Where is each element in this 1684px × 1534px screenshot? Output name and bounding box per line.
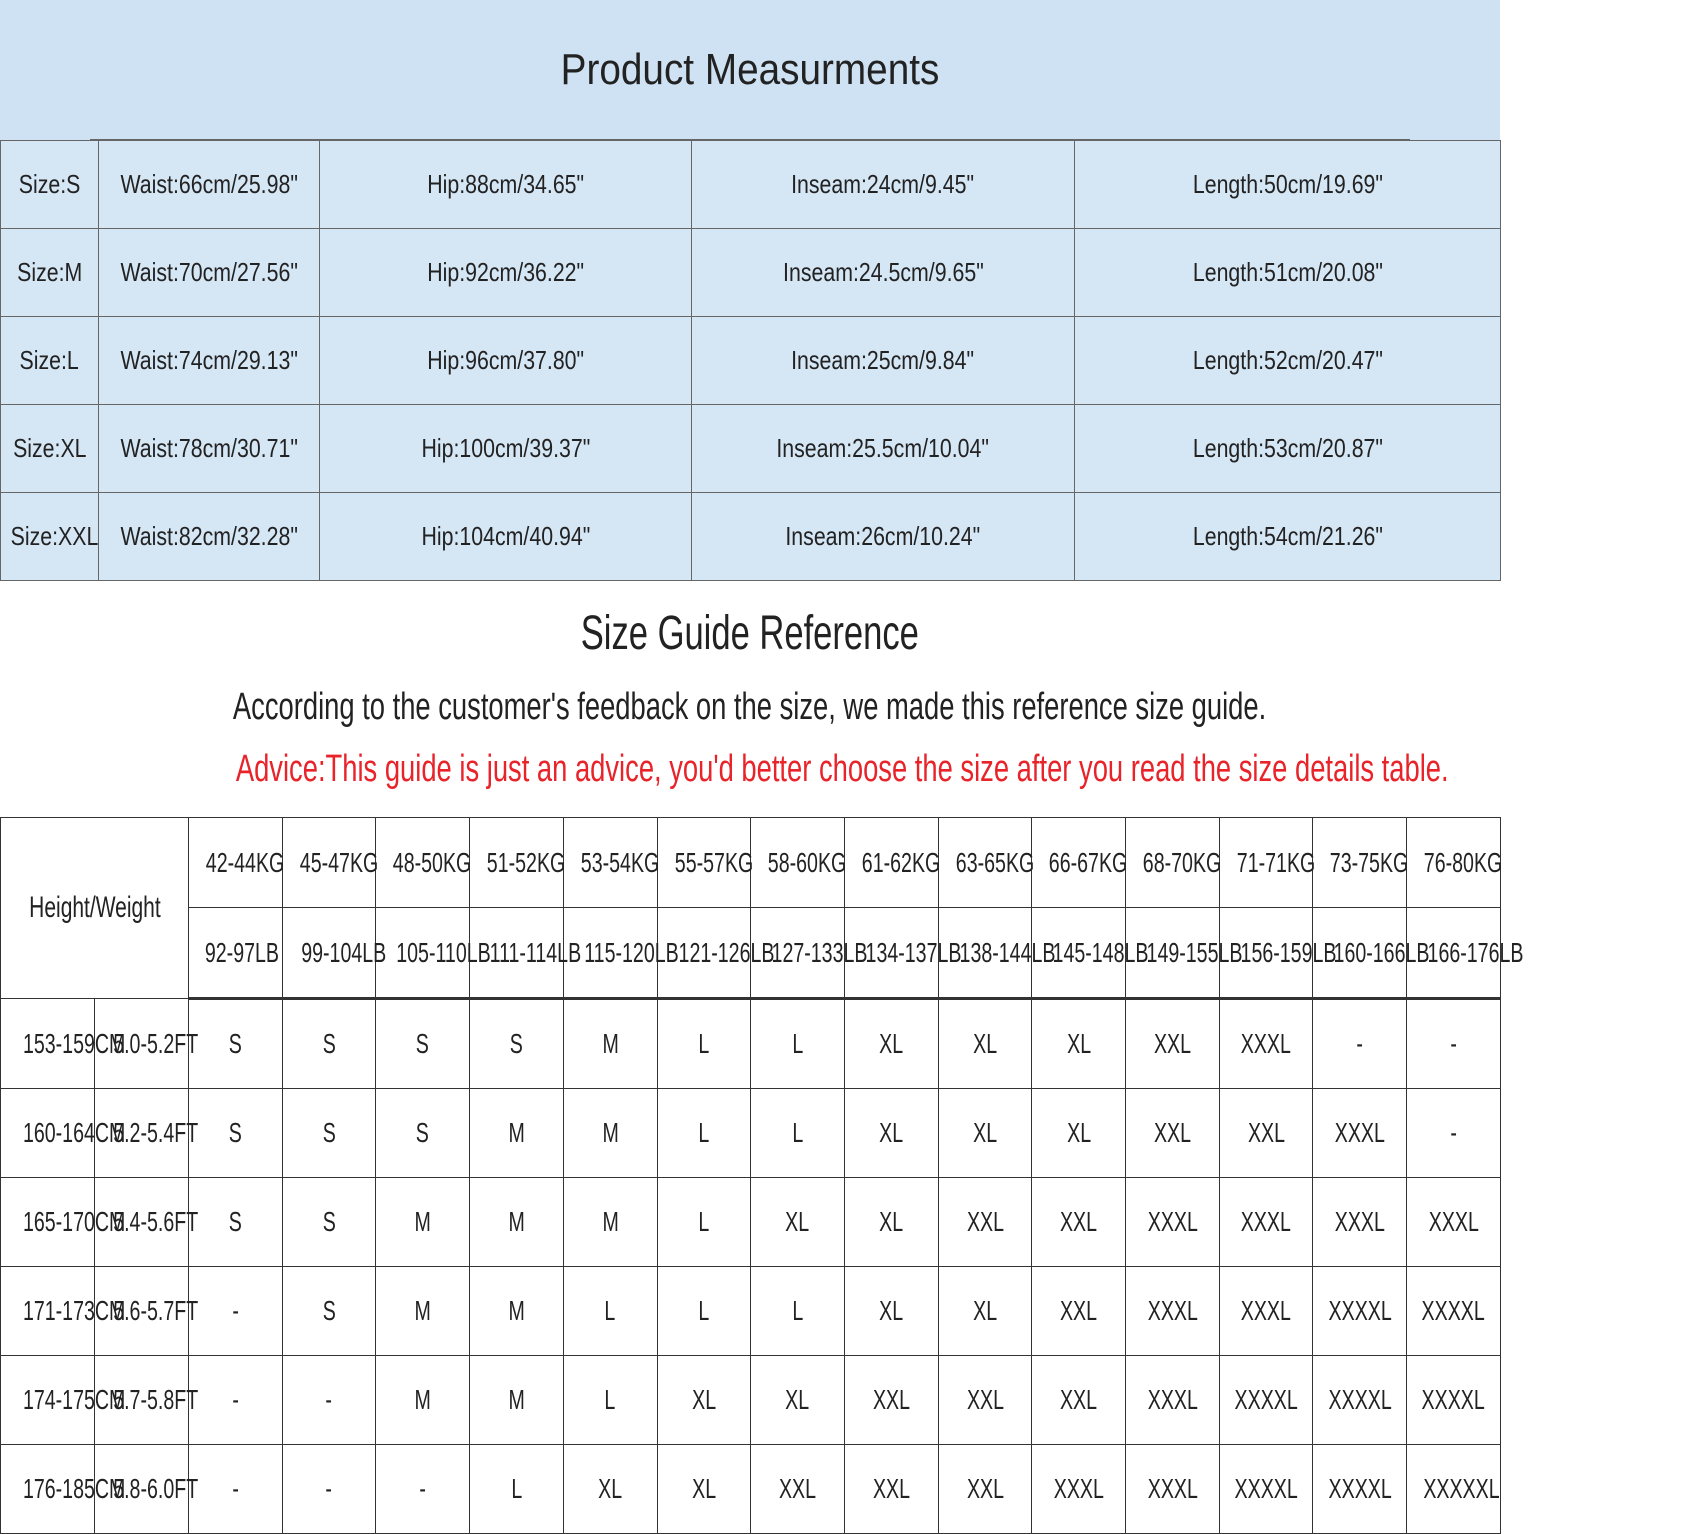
size-guide-row [1, 999, 1501, 1089]
weight-lb-header: 134-137LB [844, 908, 938, 999]
size-cell: XXXXL [1407, 1356, 1501, 1445]
size-cell: XL [751, 1356, 845, 1445]
size-cell: - [376, 1445, 470, 1534]
measurements-title: Product Measurments [90, 0, 1410, 140]
weight-lb-header: 99-104LB [282, 908, 376, 999]
size-cell: S [282, 1267, 376, 1356]
size-cell: M [563, 999, 657, 1089]
size-cell: XXXL [1126, 1267, 1220, 1356]
size-cell: XXXL [1219, 999, 1313, 1089]
size-cell: XL [844, 1089, 938, 1178]
weight-lb-header: 138-144LB [938, 908, 1032, 999]
size-cell: S [376, 1089, 470, 1178]
height-cm-cell: 165-170CM [1, 1178, 95, 1267]
size-cell: XXXL [1126, 1356, 1220, 1445]
measurement-size-cell: Size:XXL [1, 493, 99, 581]
measurement-waist-cell: Waist:66cm/25.98" [99, 141, 320, 229]
weight-kg-header: 45-47KG [282, 818, 376, 908]
weight-kg-header: 48-50KG [376, 818, 470, 908]
measurement-hip-cell: Hip:88cm/34.65" [320, 141, 692, 229]
weight-kg-header: 51-52KG [470, 818, 564, 908]
size-cell: L [657, 1267, 751, 1356]
weight-lb-header: 121-126LB [657, 908, 751, 999]
size-cell: XL [751, 1178, 845, 1267]
weight-kg-header: 61-62KG [844, 818, 938, 908]
size-cell: XL [844, 1267, 938, 1356]
height-ft-cell: 5.0-5.2FT [95, 999, 189, 1089]
size-cell: XXL [844, 1445, 938, 1534]
height-ft-cell: 5.6-5.7FT [95, 1267, 189, 1356]
size-cell: XXXXL [1313, 1356, 1407, 1445]
size-cell: - [1407, 999, 1501, 1089]
size-cell: L [751, 999, 845, 1089]
weight-lb-header-row [1, 908, 1501, 999]
weight-lb-header: 92-97LB [189, 908, 283, 999]
size-cell: XXL [751, 1445, 845, 1534]
size-cell: XL [844, 1178, 938, 1267]
measurement-size-cell: Size:XL [1, 405, 99, 493]
size-cell: XL [938, 1089, 1032, 1178]
height-cm-cell: 171-173CM [1, 1267, 95, 1356]
size-cell: - [282, 1445, 376, 1534]
size-cell: S [282, 1089, 376, 1178]
measurement-row [1, 493, 1501, 581]
size-cell: XXXL [1219, 1178, 1313, 1267]
size-cell: XXL [1032, 1178, 1126, 1267]
size-cell: L [657, 1178, 751, 1267]
measurement-inseam-cell: Inseam:24.5cm/9.65" [692, 229, 1075, 317]
size-cell: S [376, 999, 470, 1089]
size-cell: - [189, 1267, 283, 1356]
measurement-row [1, 141, 1501, 229]
size-cell: XXXL [1313, 1178, 1407, 1267]
size-cell: XXXXL [1219, 1356, 1313, 1445]
size-cell: S [189, 1089, 283, 1178]
weight-kg-header: 63-65KG [938, 818, 1032, 908]
size-cell: M [563, 1178, 657, 1267]
size-cell: S [189, 1178, 283, 1267]
weight-lb-header: 160-166LB [1313, 908, 1407, 999]
measurement-waist-cell: Waist:78cm/30.71" [99, 405, 320, 493]
size-cell: XXL [1219, 1089, 1313, 1178]
size-cell: M [470, 1178, 564, 1267]
size-cell: XXXL [1032, 1445, 1126, 1534]
size-cell: M [470, 1089, 564, 1178]
height-ft-cell: 5.8-6.0FT [95, 1445, 189, 1534]
measurement-waist-cell: Waist:70cm/27.56" [99, 229, 320, 317]
weight-lb-header: 156-159LB [1219, 908, 1313, 999]
size-cell: S [189, 999, 283, 1089]
size-cell: XL [1032, 999, 1126, 1089]
weight-lb-header: 105-110LB [376, 908, 470, 999]
measurement-size-cell: Size:S [1, 141, 99, 229]
size-cell: XXXXL [1313, 1445, 1407, 1534]
height-cm-cell: 176-185CM [1, 1445, 95, 1534]
size-cell: XL [657, 1445, 751, 1534]
weight-kg-header: 73-75KG [1313, 818, 1407, 908]
size-guide-row [1, 1267, 1501, 1356]
size-cell: S [282, 1178, 376, 1267]
weight-lb-header: 127-133LB [751, 908, 845, 999]
height-weight-corner-label: Height/Weight [1, 818, 189, 999]
weight-kg-header: 42-44KG [189, 818, 283, 908]
size-guide-description: According to the customer's feedback on the size, we made this reference size guide. [233, 686, 1267, 728]
size-cell: L [657, 999, 751, 1089]
weight-kg-header: 53-54KG [563, 818, 657, 908]
size-cell: L [751, 1267, 845, 1356]
size-cell: XXXL [1313, 1089, 1407, 1178]
weight-kg-header: 76-80KG [1407, 818, 1501, 908]
size-cell: S [470, 999, 564, 1089]
size-cell: M [376, 1267, 470, 1356]
size-cell: - [189, 1356, 283, 1445]
size-cell: L [563, 1267, 657, 1356]
size-cell: M [376, 1178, 470, 1267]
measurement-inseam-cell: Inseam:25cm/9.84" [692, 317, 1075, 405]
size-cell: XXXXL [1219, 1445, 1313, 1534]
size-cell: XXXL [1407, 1178, 1501, 1267]
measurement-length-cell: Length:50cm/19.69" [1075, 141, 1501, 229]
size-cell: XXL [1032, 1356, 1126, 1445]
size-cell: XXL [938, 1445, 1032, 1534]
measurement-length-cell: Length:53cm/20.87" [1075, 405, 1501, 493]
measurement-size-cell: Size:L [1, 317, 99, 405]
size-cell: XXL [938, 1178, 1032, 1267]
size-cell: M [470, 1356, 564, 1445]
weight-kg-header: 55-57KG [657, 818, 751, 908]
measurement-waist-cell: Waist:82cm/32.28" [99, 493, 320, 581]
weight-lb-header: 111-114LB [470, 908, 564, 999]
size-cell: XXL [1032, 1267, 1126, 1356]
size-cell: L [470, 1445, 564, 1534]
measurement-hip-cell: Hip:92cm/36.22" [320, 229, 692, 317]
measurement-row [1, 317, 1501, 405]
measurement-length-cell: Length:54cm/21.26" [1075, 493, 1501, 581]
size-cell: XXL [1126, 999, 1220, 1089]
size-guide-title: Size Guide Reference [580, 607, 920, 660]
measurement-inseam-cell: Inseam:26cm/10.24" [692, 493, 1075, 581]
weight-kg-header: 58-60KG [751, 818, 845, 908]
size-cell: M [470, 1267, 564, 1356]
size-cell: XXXXXL [1407, 1445, 1501, 1534]
size-cell: - [189, 1445, 283, 1534]
size-cell: - [1313, 999, 1407, 1089]
size-cell: M [376, 1356, 470, 1445]
size-cell: XXXL [1126, 1445, 1220, 1534]
size-cell: XL [563, 1445, 657, 1534]
size-guide-table [0, 817, 1524, 1534]
size-cell: XL [844, 999, 938, 1089]
size-cell: XXXXL [1313, 1267, 1407, 1356]
size-cell: XL [938, 1267, 1032, 1356]
size-cell: - [1407, 1089, 1501, 1178]
measurement-row [1, 405, 1501, 493]
weight-lb-header: 145-148LB [1032, 908, 1126, 999]
size-cell: XL [657, 1356, 751, 1445]
height-cm-cell: 160-164CM [1, 1089, 95, 1178]
size-cell: XXL [844, 1356, 938, 1445]
weight-kg-header: 66-67KG [1032, 818, 1126, 908]
size-cell: XXXL [1126, 1178, 1220, 1267]
size-guide-row [1, 1089, 1501, 1178]
product-measurements-section [0, 0, 1500, 580]
size-cell: XL [1032, 1089, 1126, 1178]
size-cell: M [563, 1089, 657, 1178]
measurement-row [1, 229, 1501, 317]
measurement-hip-cell: Hip:96cm/37.80" [320, 317, 692, 405]
size-guide-row [1, 1356, 1501, 1445]
size-cell: XL [938, 999, 1032, 1089]
size-cell: XXXL [1219, 1267, 1313, 1356]
measurement-length-cell: Length:51cm/20.08" [1075, 229, 1501, 317]
weight-kg-header-row [1, 818, 1501, 908]
size-cell: L [563, 1356, 657, 1445]
size-cell: S [282, 999, 376, 1089]
height-ft-cell: 5.2-5.4FT [95, 1089, 189, 1178]
measurement-inseam-cell: Inseam:24cm/9.45" [692, 141, 1075, 229]
weight-lb-header: 115-120LB [563, 908, 657, 999]
weight-kg-header: 71-71KG [1219, 818, 1313, 908]
weight-lb-header: 149-155LB [1126, 908, 1220, 999]
measurement-length-cell: Length:52cm/20.47" [1075, 317, 1501, 405]
measurement-inseam-cell: Inseam:25.5cm/10.04" [692, 405, 1075, 493]
measurement-waist-cell: Waist:74cm/29.13" [99, 317, 320, 405]
size-cell: L [751, 1089, 845, 1178]
measurement-hip-cell: Hip:104cm/40.94" [320, 493, 692, 581]
measurement-hip-cell: Hip:100cm/39.37" [320, 405, 692, 493]
weight-kg-header: 68-70KG [1126, 818, 1220, 908]
measurement-size-cell: Size:M [1, 229, 99, 317]
size-cell: L [657, 1089, 751, 1178]
size-cell: - [282, 1356, 376, 1445]
weight-lb-header: 166-176LB [1407, 908, 1501, 999]
size-cell: XXL [938, 1356, 1032, 1445]
size-guide-row [1, 1178, 1501, 1267]
size-cell: XXL [1126, 1089, 1220, 1178]
size-guide-row [1, 1445, 1501, 1534]
measurements-table [0, 140, 1501, 581]
height-cm-cell: 153-159CM [1, 999, 95, 1089]
height-ft-cell: 5.4-5.6FT [95, 1178, 189, 1267]
height-ft-cell: 5.7-5.8FT [95, 1356, 189, 1445]
height-cm-cell: 174-175CM [1, 1356, 95, 1445]
size-cell: XXXXL [1407, 1267, 1501, 1356]
size-guide-advice: Advice:This guide is just an advice, you'd better choose the size after you read the size details table. [235, 748, 1449, 790]
